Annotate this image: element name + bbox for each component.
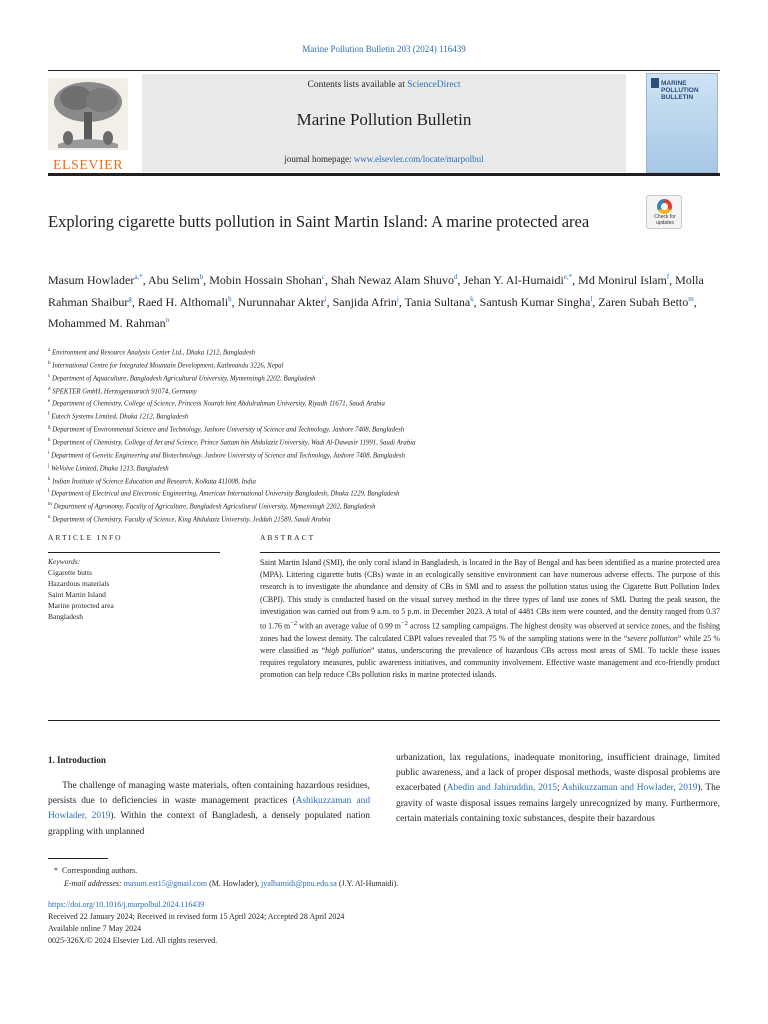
- affiliation-item: [48, 423, 728, 436]
- cover-title-line-3: BULLETIN: [661, 94, 694, 101]
- abstract-part: across 12 sampling campaigns. The highest density was observed at service zones, and the fishing zones had the lowest density. The calculated CBPI values revealed that 75 % of the sampling stations were in the “: [260, 621, 720, 643]
- elsevier-wordmark: ELSEVIER: [52, 158, 124, 173]
- author-affiliation-mark[interactable]: n: [165, 316, 170, 324]
- affiliation-key: h: [48, 438, 51, 444]
- abstract-part: ” status, underscoring the prevalence of hazardous CBs across most areas of SMI. To tackle these issues requires regulatory measures, public awareness initiatives, and community involvement. Effective waste management and eco-friendly product promotion can help reduce CBs pollution risks in marine protected islands.: [260, 646, 720, 680]
- received-dates: Received 22 January 2024; Received in revised form 15 April 2024; Accepted 28 April 2024: [48, 912, 345, 921]
- affiliation-text: Department of Genetic Engineering and Biotechnology, Jashore University of Science and Technology, Jashore 7408, Bangladesh: [51, 452, 406, 460]
- affiliation-item: [48, 475, 728, 488]
- cover-logo-icon: [651, 78, 659, 88]
- author-name[interactable]: Sanjida Afrin: [332, 294, 397, 309]
- sciencedirect-link[interactable]: ScienceDirect: [407, 80, 461, 90]
- copyright-line: 0025-326X/© 2024 Elsevier Ltd. All rights reserved.: [48, 936, 218, 945]
- affiliation-key: c: [48, 373, 51, 379]
- affiliation-key: i: [48, 450, 50, 456]
- affiliation-key: f: [48, 412, 50, 418]
- affiliation-text: Department of Electrical and Electronic Engineering, American International University Bangladesh, Dhaka 1229, Bangladesh: [51, 490, 400, 498]
- affiliation-item: [48, 449, 728, 462]
- intro-text: ). The gravity of waste disposal issues remains largely unrecognized by many. Furthermore, certain materials containing toxic substances, despite their hazardous: [396, 783, 721, 824]
- affiliation-key: n: [48, 515, 51, 521]
- keyword-item: Bangladesh: [48, 612, 83, 621]
- affiliation-text: Eutech Systems Limited, Dhaka 1212, Bangladesh: [51, 413, 189, 421]
- author-affiliation-mark[interactable]: j: [396, 294, 399, 303]
- journal-citation-link[interactable]: Marine Pollution Bulletin 203 (2024) 116439: [302, 44, 466, 54]
- contents-line: [142, 80, 626, 90]
- affiliation-item: [48, 500, 728, 513]
- author-name[interactable]: Jehan Y. Al-Humaidi: [463, 273, 564, 287]
- journal-name: Marine Pollution Bulletin: [296, 110, 472, 129]
- intro-text: The challenge of managing waste materials, often containing hazardous residues, persists due to deficiencies in waste management practices (: [48, 781, 370, 807]
- author-affiliation-mark[interactable]: m: [688, 294, 694, 303]
- affiliation-text: WeVolve Limited, Dhaka 1213, Bangladesh: [51, 465, 169, 472]
- affiliation-item: [48, 372, 728, 385]
- affiliation-item: [48, 410, 728, 423]
- affiliation-key: j: [48, 463, 50, 469]
- affiliation-key: k: [48, 476, 51, 482]
- affiliation-item: [48, 462, 728, 475]
- email-owner: (J.Y. Al-Humaidi).: [336, 879, 399, 888]
- affiliation-item: [48, 487, 728, 500]
- author-name[interactable]: Abu Selim: [148, 273, 200, 287]
- intro-text: urbanization, lax regulations, inadequate monitoring, insufficient drainage, limited public awareness, and a lack of proper disposal methods, waste disposal problems are exacerbated (: [396, 753, 720, 794]
- author-affiliation-mark[interactable]: e,*: [563, 273, 573, 281]
- doi-link[interactable]: https://doi.org/10.1016/j.marpolbul.2024.116439: [48, 900, 205, 909]
- journal-cover-image[interactable]: [646, 73, 718, 173]
- header-top-rule: [48, 70, 720, 71]
- author-name[interactable]: Md Monirul Islam: [578, 273, 667, 287]
- affiliation-key: b: [48, 360, 51, 366]
- cover-title-line-1: MARINE: [661, 80, 687, 87]
- author-list: Masum Howlader$^{a,*}$, Abu Selim$^b$, Mobin Hossain Shohan$^c$, Shah Newaz Alam Shuvo$^d$, Jehan Y. Al-Humaidi$^{e,*}$, Md Monirul Islam$^f$, Molla Rahman Shaibur$^g$, Raed H. Althomali$^h$, Nurunnahar Akter$^i$, Sanjida Afrin$^j$, Tania Sultana$^k$, Santush Kumar Singha$^l$, Zaren Subah Betto$^m$, Mohammed M. Rahman$^n$: [48, 273, 704, 330]
- abstract-emphasis: severe pollution: [627, 633, 678, 643]
- footnote-text: Corresponding authors.: [62, 866, 138, 875]
- affiliation-item: [48, 346, 728, 359]
- affiliation-key: m: [48, 502, 52, 508]
- author-name[interactable]: Raed H. Althomali: [137, 294, 229, 309]
- email-label: E-mail addresses:: [64, 879, 122, 888]
- affiliation-item: [48, 359, 728, 372]
- affiliation-text: Indian Institute of Science Education and Research, Kolkata 411008, India: [52, 477, 256, 485]
- article-info-heading: ARTICLE INFO: [48, 533, 123, 542]
- keywords-label: Keywords:: [48, 557, 81, 566]
- author-name[interactable]: Mobin Hossain Shohan: [209, 273, 322, 287]
- author-name[interactable]: Nurunnahar Akter: [237, 294, 325, 309]
- intro-left-column: [48, 779, 370, 840]
- article-info-rule: [48, 552, 220, 553]
- keyword-list: [48, 567, 220, 622]
- keyword-item: Hazardous materials: [48, 579, 110, 588]
- intro-text: ). Within the context of Bangladesh, a densely populated nation grappling with unplanned: [48, 811, 370, 837]
- affiliation-key: g: [48, 425, 51, 431]
- keyword-item: Marine protected area: [48, 601, 114, 610]
- affiliation-text: Department of Environmental Science and Technology, Jashore University of Science and Technology, Jashore 7408, Bangladesh: [52, 426, 405, 434]
- email-footnote: [64, 879, 398, 888]
- author-name[interactable]: Shah Newaz Alam Shuvo: [330, 273, 454, 287]
- author-name[interactable]: Masum Howlader: [48, 273, 135, 287]
- intro-text: ;: [556, 783, 562, 794]
- citation-link[interactable]: Abedin and Jahiruddin, 2015: [446, 783, 557, 794]
- abstract-part: with an average value of 0.99 m: [297, 621, 401, 631]
- homepage-line: [142, 154, 626, 164]
- abstract-text: [260, 557, 720, 682]
- author-affiliation-mark[interactable]: g: [128, 294, 132, 303]
- keyword-item: Saint Martin Island: [48, 590, 106, 599]
- abstract-sup: −2: [400, 620, 408, 628]
- check-for-updates-label: [647, 215, 683, 226]
- cover-title: [661, 80, 715, 101]
- author-name[interactable]: Tania Sultana: [404, 294, 471, 309]
- available-online: Available online 7 May 2024: [48, 924, 142, 933]
- author-affiliation-mark[interactable]: i: [324, 294, 327, 303]
- author-name[interactable]: Zaren Subah Betto: [598, 294, 689, 309]
- affiliation-key: e: [48, 399, 51, 405]
- email-link-howlader[interactable]: masum.est15@gmail.com: [123, 879, 208, 888]
- abstract-bottom-rule: [48, 720, 720, 721]
- footnote-marker: *: [54, 866, 58, 875]
- contents-prefix: Contents lists available at: [307, 80, 408, 90]
- publication-info: [48, 899, 344, 947]
- affiliation-text: SPEKTER GmbH, Herzogenaurach 91074, Germany: [52, 387, 197, 395]
- author-affiliation-mark[interactable]: c: [321, 273, 325, 281]
- journal-banner: [142, 74, 626, 172]
- email-owner: (M. Howlader),: [207, 879, 262, 888]
- section-heading-introduction: 1. Introduction: [48, 755, 106, 765]
- affiliation-text: Department of Chemistry, Faculty of Science, King Abdulaziz University, Jeddah 21589, Saudi Arabia: [52, 516, 331, 524]
- homepage-link[interactable]: www.elsevier.com/locate/marpolbul: [353, 154, 484, 164]
- journal-header: [48, 70, 720, 176]
- author-affiliation-mark[interactable]: f: [666, 273, 670, 281]
- affiliation-list: [48, 346, 728, 526]
- author-affiliation-mark[interactable]: b: [199, 273, 204, 281]
- cover-title-line-2: POLLUTION: [661, 87, 699, 94]
- keyword-item: Cigarette butts: [48, 568, 92, 577]
- author-name[interactable]: Santush Kumar Singha: [479, 294, 591, 309]
- author-name[interactable]: Molla Rahman Shaibur: [48, 273, 704, 309]
- abstract-heading: ABSTRACT: [260, 533, 316, 542]
- abstract-part: ” while 25 % were classified as “: [260, 633, 720, 656]
- affiliation-text: Department of Agronomy, Faculty of Agriculture, Bangladesh Agricultural University, Mymensingh 2202, Bangladesh: [53, 503, 376, 511]
- elsevier-logo[interactable]: [48, 78, 128, 173]
- affiliation-text: Department of Aquaculture, Bangladesh Agricultural University, Mymensingh 2202, Bangladesh: [51, 374, 316, 382]
- affiliation-item: [48, 436, 728, 449]
- corresponding-footnote: [54, 866, 137, 875]
- check-for-updates-icon: [657, 199, 672, 214]
- author-affiliation-mark[interactable]: d: [453, 273, 458, 281]
- affiliation-key: l: [48, 489, 50, 495]
- affiliation-text: Department of Chemistry, College of Science, Princess Nourah bint Abdulrahman University, Riyadh 11671, Saudi Arabia: [51, 400, 385, 408]
- citation-link[interactable]: Ashikuzzaman and Howlader, 2019: [561, 783, 698, 794]
- affiliation-key: d: [48, 386, 51, 392]
- citation-link[interactable]: Ashikuzzaman and Howlader, 2019: [48, 796, 371, 822]
- intro-right-column: [396, 751, 720, 827]
- author-name[interactable]: Mohammed M. Rahman: [48, 316, 166, 330]
- footnote-rule: [48, 858, 108, 859]
- author-affiliation-mark[interactable]: k: [470, 294, 474, 303]
- affiliation-item: [48, 513, 728, 526]
- check-text-line-1: Check for: [654, 214, 676, 220]
- affiliation-text: International Centre for Integrated Mountain Development, Kathmandu 3226, Nepal: [52, 362, 284, 370]
- abstract-emphasis: high pollution: [325, 646, 371, 656]
- check-text-line-2: updates: [656, 219, 674, 226]
- article-title: Exploring cigarette butts pollution in Saint Martin Island: A marine protected area: [48, 212, 590, 231]
- abstract-sup: −2: [290, 620, 298, 628]
- homepage-prefix: journal homepage:: [284, 154, 354, 164]
- email-link-alhumaidi[interactable]: jyalhamidi@pnu.edu.sa: [261, 879, 337, 888]
- affiliation-text: Department of Chemistry, College of Art and Science, Prince Sattam bin Abdulaziz University, Wadi Al-Dawasir 11991, Saudi Arabia: [52, 439, 416, 447]
- author-affiliation-mark[interactable]: a,*: [134, 273, 143, 281]
- author-affiliation-mark[interactable]: h: [228, 294, 232, 303]
- affiliation-item: [48, 385, 728, 398]
- abstract-rule: [260, 552, 720, 553]
- elsevier-tree-icon: [48, 78, 128, 150]
- check-for-updates-button[interactable]: [646, 195, 682, 229]
- affiliation-item: [48, 397, 728, 410]
- abstract-part: Saint Martin Island (SMI), the only coral island in Bangladesh, is located in the Bay of Bengal and has been identified as a marine protected area (MPA). Littering cigarette butts (CBs) waste in an ecologically sensitive environment can have numerous adverse effects. The purpose of this research is to investigate the abundance and density of CBs in SMI and to assess the pollution status using the Cigarette Butt Pollution Index (CBPI). This study is conducted based on the visual survey method in the three types of land use zones of SMI. During the peak season, the investigation was carried out from 9 a.m. to 5 p.m. in December 2023. A total of 4481 CBs item were counted, and the density ranged from 0.37 to 1.76 m: [260, 558, 720, 631]
- author-affiliation-mark[interactable]: l: [590, 294, 593, 303]
- affiliation-key: a: [48, 348, 51, 353]
- affiliation-text: Environment and Resource Analysis Center Ltd., Dhaka 1212, Bangladesh: [51, 349, 256, 357]
